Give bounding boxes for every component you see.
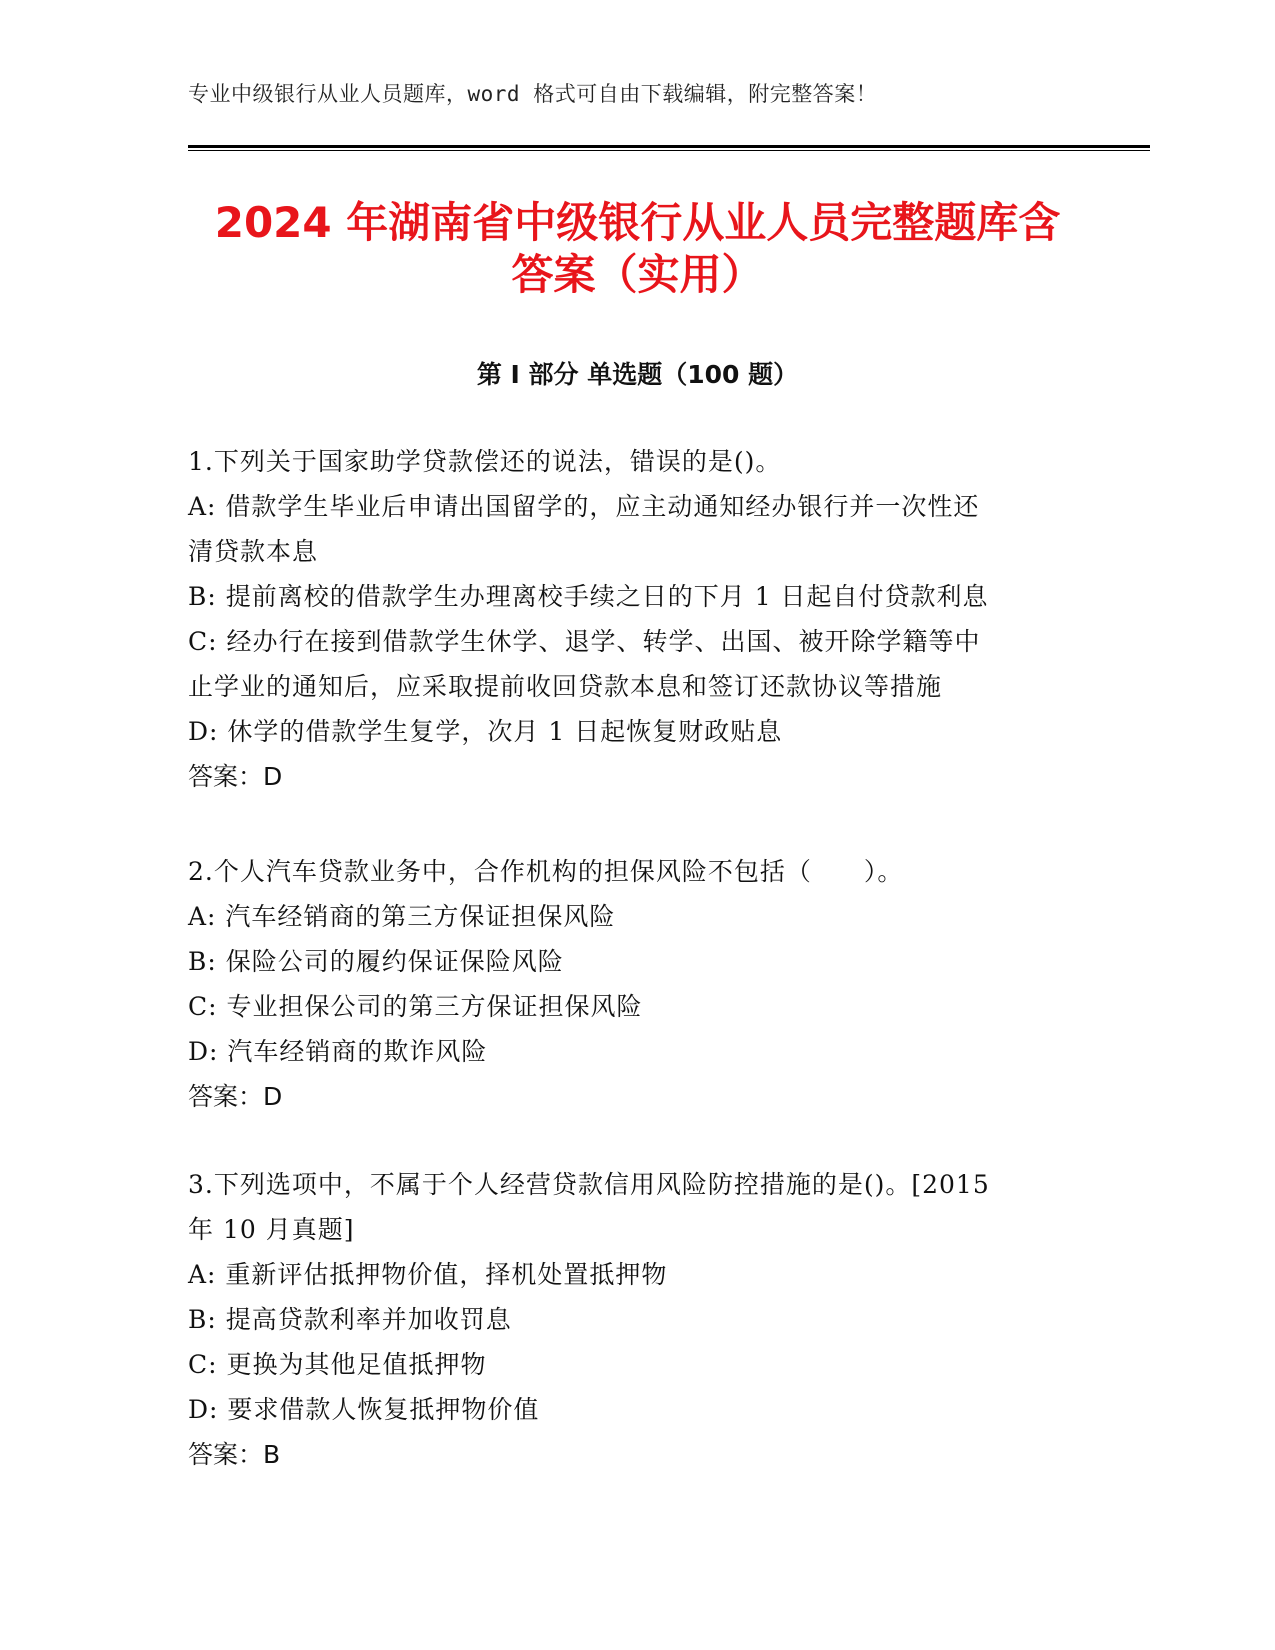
answer-line: 答案：B — [188, 1440, 281, 1469]
option-a-continued: 清贷款本息 — [188, 537, 319, 566]
question-2 — [188, 849, 1088, 1119]
option-d: D: 休学的借款学生复学，次月 1 日起恢复财政贴息 — [188, 717, 783, 746]
option-c: C: 经办行在接到借款学生休学、退学、转学、出国、被开除学籍等中 — [188, 627, 981, 656]
option-d: D: 要求借款人恢复抵押物价值 — [188, 1395, 540, 1424]
header-rule-thin — [188, 150, 1150, 151]
option-c-continued: 止学业的通知后，应采取提前收回贷款本息和签订还款协议等措施 — [188, 672, 943, 701]
question-stem: 2.个人汽车贷款业务中，合作机构的担保风险不包括（ ）。 — [188, 857, 904, 886]
title-line-2: 答案（实用） — [511, 250, 764, 299]
option-b: B: 保险公司的履约保证保险风险 — [188, 947, 564, 976]
option-a: A: 重新评估抵押物价值，择机处置抵押物 — [188, 1260, 668, 1289]
answer-line: 答案：D — [188, 762, 283, 791]
answer-line: 答案：D — [188, 1082, 283, 1111]
question-stem: 1.下列关于国家助学贷款偿还的说法，错误的是()。 — [188, 447, 782, 476]
option-a: A: 汽车经销商的第三方保证担保风险 — [188, 902, 616, 931]
header-rule-thick — [188, 145, 1150, 148]
title-line-1: 2024 年湖南省中级银行从业人员完整题库含 — [214, 198, 1061, 247]
question-1 — [188, 439, 1088, 799]
document-title — [140, 197, 1135, 301]
question-stem-continued: 年 10 月真题] — [188, 1215, 355, 1244]
option-a: A: 借款学生毕业后申请出国留学的，应主动通知经办银行并一次性还 — [188, 492, 980, 521]
option-d: D: 汽车经销商的欺诈风险 — [188, 1037, 488, 1066]
section-title: 第 I 部分 单选题（100 题） — [476, 360, 799, 389]
option-c: C: 更换为其他足值抵押物 — [188, 1350, 487, 1379]
header-note: 专业中级银行从业人员题库，word 格式可自由下载编辑，附完整答案！ — [188, 82, 878, 106]
question-stem: 3.下列选项中，不属于个人经营贷款信用风险防控措施的是()。[2015 — [188, 1170, 990, 1199]
option-b: B: 提前离校的借款学生办理离校手续之日的下月 1 日起自付贷款利息 — [188, 582, 989, 611]
option-c: C: 专业担保公司的第三方保证担保风险 — [188, 992, 643, 1021]
option-b: B: 提高贷款利率并加收罚息 — [188, 1305, 512, 1334]
question-3 — [188, 1162, 1088, 1477]
